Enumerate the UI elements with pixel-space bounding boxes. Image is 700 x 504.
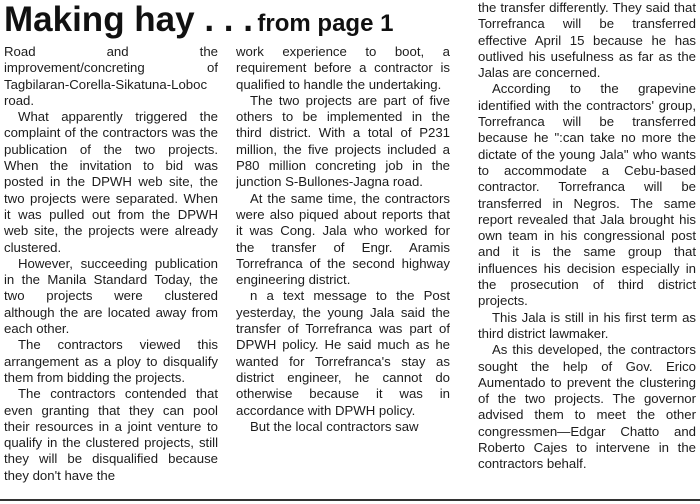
headline-main: Making hay . . . bbox=[4, 0, 253, 39]
paragraph: But the local contractors saw bbox=[250, 418, 419, 434]
article-column-2 bbox=[236, 44, 450, 500]
paragraph: The contractors viewed this arrangement as a ploy to disqualify them from bidding the projects. bbox=[4, 337, 218, 385]
paragraph: the transfer differently. They said that Torrefranca will be transferred effective April 15 because he has outlived his usefulness as far as the Jalas are concerned. bbox=[478, 0, 696, 81]
paragraph: What apparently triggered the complaint of the contractors was the publication of the two projects. When the invitation to bid was posted in the DPWH web site, the two projects were separated. When it was pulled out from the DPWH web site, the projects were already clustered. bbox=[4, 109, 218, 255]
paragraph: As this developed, the contractors sought the help of Gov. Erico Aumentado to prevent the clustering of the two projects. The governor advised them to meet the other congressmen—Edgar Chatto and Roberto Cajes to intervene in the contractors behalf. bbox=[478, 342, 696, 472]
paragraph: Road and the improvement/concreting of Tagbilaran-Corella-Sikatuna-Loboc road. bbox=[4, 44, 218, 108]
article-column-3 bbox=[478, 0, 696, 500]
paragraph: However, succeeding publication in the Manila Standard Today, the two projects were clustered although the are located away from each other. bbox=[4, 255, 218, 337]
paragraph: According to the grapevine identified with the contractors' group, Torrefranca will be transferred because he ":can take no more the dictate of the young Jala" who wants to accommodate a Cebu-based contractor. Torrefranca will be transferred in Negros. The same report revealed that Jala brought his own team in his congressional post and it is the same group that influences his decision especially in the prosecution of third district projects. bbox=[478, 81, 696, 309]
paragraph: The two projects are part of five others to be implemented in the third district. With a total of P231 million, the five projects included a P80 million concreting job in the junction S-Bullones-Jagna road. bbox=[236, 92, 450, 190]
paragraph: n a text message to the Post yesterday, the young Jala said the transfer of Torrefranca was part of DPWH policy. He said much as he wanted for Torrefranca's stay as district engineer, he cannot do otherwise because it was in accordance with DPWH policy. bbox=[236, 288, 450, 418]
article-column-1 bbox=[4, 44, 218, 500]
paragraph: This Jala is still in his first term as third district lawmaker. bbox=[478, 309, 696, 341]
headline bbox=[4, 0, 460, 40]
headline-sub: from page 1 bbox=[257, 10, 394, 37]
paragraph: At the same time, the contractors were also piqued about reports that it was Cong. Jala who worked for the transfer of Engr. Aramis Torrefranca of the second highway engineering district. bbox=[236, 190, 450, 288]
paragraph: The contractors contended that even granting that they can pool their resources in a joint venture to qualify in the clustered projects, still they will be disqualified because they don't have the bbox=[4, 386, 218, 483]
paragraph: work experience to boot, a requirement before a contractor is qualified to handle the undertaking. bbox=[236, 44, 450, 92]
bottom-rule bbox=[0, 499, 700, 501]
